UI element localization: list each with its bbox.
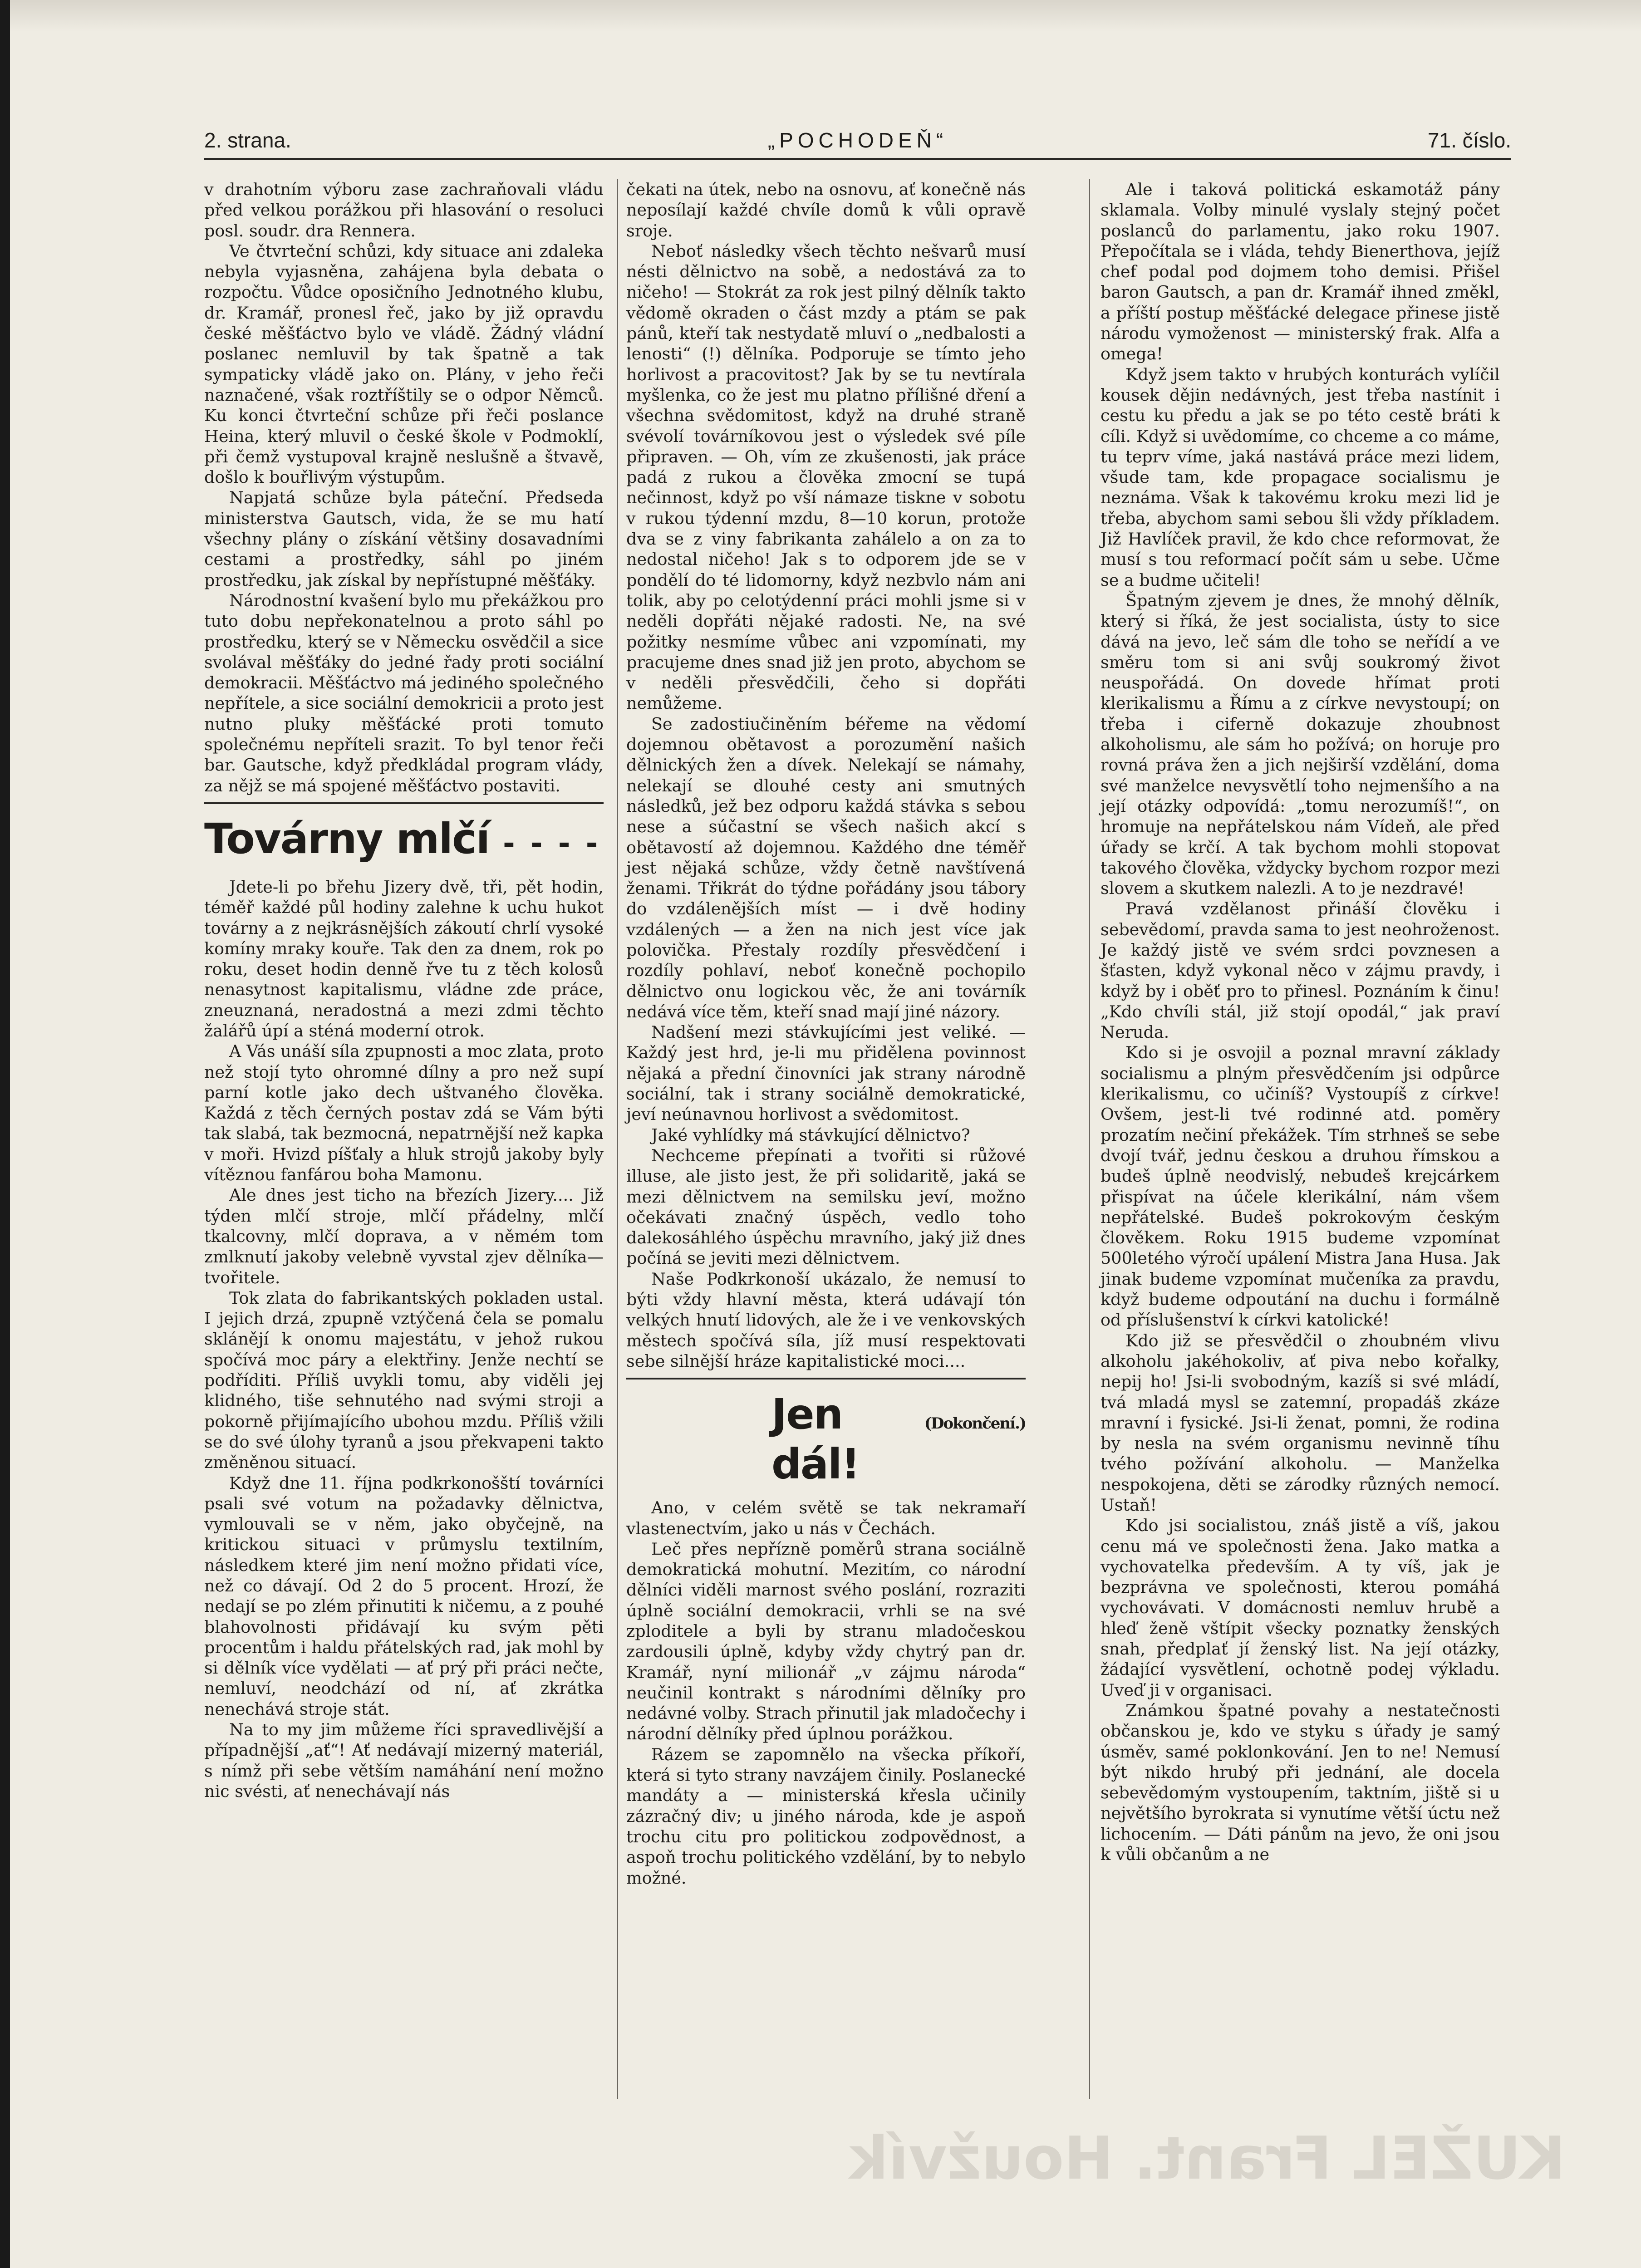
article-paragraph: Kdo již se přesvědčil o zhoubném vlivu alkoholu jakéhokoliv, ať piva nebo kořalky, nepij ho! Jsi-li svobodným, kazíš si své mládí, tvá mladá mysl se zatemní, propadáš zkáze mravní i fysické. Jsi-li ženat, pomni, že rodina by nesla na svém organismu nevinně tíhu tvého požívání alkoholu. — Manželka nespokojena, děti se zárodky různých nemocí. Ustaň!: [1101, 1330, 1500, 1515]
column-1: [204, 179, 604, 1802]
article-paragraph: Neboť následky všech těchto nešvarů musí nésti dělnictvo na sobě, a nedostává za to ničeho! — Stokrát za rok jest pilný dělník takto vědomě okraden o část mzdy a ptám se pak pánů, kteří tak nestydatě mluví o „nedbalosti a lenosti“ (!) dělníka. Podporuje se tímto jeho horlivost a pracovitost? Jak by se tu nevtírala myšlenka, co že jest mu platno přílišné dření a všechna svědomitost, když na druhé straně svévolí továrníkovou jest o výsledek své píle připraven. — Oh, vím ze zkušenosti, jak práce padá z rukou a člověka zmocní se tupá nečinnost, když po vší námaze tiskne v sobotu v rukou týdenní mzdu, 8—10 korun, protože dva se z viny fabrikanta zahálelo a on za to nedostal ničeho! Jak s to odporem jde se v pondělí do té lidomorny, když nezbvlo nám ani tolik, aby po celotýdenní práci mohli jsme si v neděli dopřáti nějaké radosti. Ne, na své požitky nesmíme vůbec ani vzpomínati, my pracujeme dnes snad již jen proto, abychom se v neděli přesvědčili, čeho si dopřáti nemůžeme.: [626, 241, 1026, 713]
article-paragraph: čekati na útek, nebo na osnovu, ať konečně nás neposílají každé chvíle domů k vůli opravě sroje.: [626, 180, 1026, 241]
header-rule: [204, 158, 1511, 160]
article-paragraph: Tok zlata do fabrikantských pokladen ustal. I jejich drzá, zpupně vztýčená čela se pomalu sklánějí k onomu majestátu, v jehož rukou spočívá moc páry a elektřiny. Jenže nechtí se podříditi. Příliš uvykli tomu, aby viděli jej klidného, tiše sehnutého nad svými stroji a pokorně přijímajícího ubohou mzdu. Příliš vžili se do své úlohy tyranů a jsou překvapeni takto změněnou situací.: [204, 1288, 604, 1473]
headline-jen-dal: [626, 1389, 1026, 1489]
article-paragraph: Napjatá schůze byla páteční. Předseda ministerstva Gautsch, vida, že se mu hatí všechny plány o získání většiny dosavadními cestami a prostředky, sáhl po jiném prostředku, jak získal by nepřístupné měšťáky.: [204, 488, 604, 590]
article-paragraph: Když jsem takto v hrubých konturách vylíčil kousek dějin nedávných, jest třeba nastínit i cestu ku předu a jak se po této cestě bráti k cíli. Když si uvědomíme, co chceme a co máme, tu teprv víme, jaká nastává práce mezi lidem, všude tam, kde propagace socialismu je neznáma. Však k takovému kroku mezi lid je třeba, abychom sami sebou šli vždy příkladem. Již Havlíček pravil, že kdo chce reformovat, že musí s tou reformací počít sám u sebe. Učme se a budme učiteli!: [1101, 364, 1500, 590]
article-paragraph: Kdo si je osvojil a poznal mravní základy socialismu a plným přesvědčením jsi odpůrce klerikalismu, co učiníš? Vystoupíš z církve! Ovšem, jest-li tvé rodinné atd. poměry prozatím nečiní překážek. Tím strhneš se sebe dvojí tvář, jednu českou a druhou římskou a budeš úplně neodvislý, nebudeš krejcárkem přispívat na účele klerikální, nám všem nepřátelské. Budeš pokrokovým českým člověkem. Roku 1915 budeme vzpomínat 500letého výročí upálení Mistra Jana Husa. Jak jinak budeme vzpomínat mučeníka za pravdu, když budeme odpoutání na duchu i formálně od příslušenství k církvi katolické!: [1101, 1043, 1500, 1330]
article-paragraph: Jdete-li po břehu Jizery dvě, tři, pět hodin, téměř každé půl hodiny zalehne k uchu hukot továrny a z nejkrásnějších zákoutí chrlí vysoké komíny mraky kouře. Tak den za dnem, rok po roku, deset hodin denně řve tu z těch kolosů nenasytnost kapitalismu, vládne zde práce, zneuznaná, neradostná a mezi zdmi těchto žalářů úpí a sténá moderní otrok.: [204, 877, 604, 1041]
article-paragraph: Známkou špatné povahy a nestatečnosti občanskou je, kdo ve styku s úřady je samý úsměv, samé poklonkování. Jen to ne! Nemusí být nikdo hrubý při jednání, ale docela sebevědomým vystoupením, taktním, jiště si u největšího byrokrata si vynutíme větší úctu než lichocením. — Dáti pánům na jevo, že oni jsou k vůli občanům a ne: [1101, 1700, 1500, 1865]
bleed-through-text: KUŽEL Frant. Houžvík: [849, 2124, 1566, 2193]
column-2: [626, 179, 1026, 1888]
headline-tovarny-mlci: [204, 814, 604, 869]
article-paragraph: Ale i taková politická eskamotáž pány sklamala. Volby minulé vyslaly stejný počet poslanců do parlamentu, jako roku 1907. Přepočítala se i vláda, tehdy Bienerthova, jejíž chef podal pod dojmem toho demisi. Přišel baron Gautsch, a pan dr. Kramář ihned změkl, a příští postup měšťácké delegace přinese jistě národu vymoženost — ministerský frak. Alfa a omega!: [1101, 180, 1500, 364]
article-paragraph: Nadšení mezi stávkujícími jest veliké. — Každý jest hrd, je-li mu přidělena povinnost nějaká a přední činovníci jak strany národně sociální, tak i strany sociálně demokratické, jeví neúnavnou horlivost a svědomitost.: [626, 1022, 1026, 1124]
article-paragraph: Naše Podkrkonoší ukázalo, že nemusí to býti vždy hlavní města, která udávají tón velkých hnutí lidových, ale že i ve venkovských městech spočívá síla, jíž musí respektovati sebe silnější hráze kapitalistické moci....: [626, 1269, 1026, 1371]
headline-text: Jen dál!: [771, 1390, 860, 1489]
article-paragraph: Ano, v celém světě se tak nekramaří vlastenectvím, jako u nás v Čechách.: [626, 1498, 1026, 1538]
issue-number: 71. číslo.: [1427, 128, 1511, 152]
article-paragraph: Národnostní kvašení bylo mu překážkou pro tuto dobu nepřekonatelnou a proto sáhl po prostředku, který se v Německu osvědčil a sice svolával měšťáky do jedné řady proti sociální demokracii. Měšťáctvo má jediného společného nepřítele, a sice sociální demokricii a proto jest nutno pluky měšťácké proti tomuto společnému nepříteli srazit. To byl tenor řeči bar. Gautsche, když předkládal program vlády, za nějž se má spojené měšťáctvo postaviti.: [204, 590, 604, 795]
column-3: [1101, 179, 1500, 1865]
article-paragraph: Rázem se zapomnělo na všecka příkoří, která si tyto strany navzájem činily. Poslanecké mandáty a — ministerská křesla učinily zázračný div; u jiného národa, kde je aspoň trochu citu pro politickou zodpovědnost, a aspoň trochu politického vzdělání, by to nebylo možné.: [626, 1744, 1026, 1888]
article-paragraph: Špatným zjevem je dnes, že mnohý dělník, který si říká, že jest socialista, ústy to sice dává na jevo, leč sám dle toho se neřídí a ve směru tom si ani svůj soukromý život neuspořádá. On dovede hřímat proti klerikalismu a Římu a z církve nevystoupí; on třeba i ciferně dokazuje zhoubnost alkoholismu, ale sám ho požívá; on horuje pro rovná práva žen a jich nejširší vzdělání, doma své manželce nevysvětlí toho nejmenšího a na její otázky odpovídá: „tomu nerozumíš!“, on hromuje na nepřátelskou nám Vídeň, ale před úřady se krčí. A tak bychom mohli stopovat takového člověka, vždycky bychom rozpor mezi slovem a skutkem nalezli. A to je nezdravé!: [1101, 590, 1500, 898]
article-paragraph: Pravá vzdělanost přináší člověku i sebevědomí, pravda sama to jest neohroženost. Je každý jistě ve svém srdci povznesen a šťasten, když vykonal něco v zájmu pravdy, i když by i oběť pro to přinesl. Poznáním k činu! „Kdo chvíli stál, již stojí opodál,“ jak praví Neruda.: [1101, 899, 1500, 1042]
column-rule: [1089, 179, 1090, 2099]
page-header: [204, 123, 1511, 159]
article-separator: [626, 1378, 1026, 1379]
article-paragraph: Ve čtvrteční schůzi, kdy situace ani zdaleka nebyla vyjasněna, zahájena byla debata o rozpočtu. Vůdce oposičního Jednotného klubu, dr. Kramář, pronesl řeč, jako by již opravdu české měšťáctvo bylo ve vládě. Žádný vládní poslanec nemluvil by tak špatně a tak sympaticky vládě jako on. Plány, v jeho řeči naznačené, však roztříštily se o odpor Němců. Ku konci čtvrteční schůze při řeči poslance Heina, který mluvil o české škole v Podmoklí, při čemž vystupoval krajně neslušně a štvavě, došlo k bouřlivým výstupům.: [204, 241, 604, 487]
binding-edge: [0, 0, 10, 2268]
newspaper-title: „POCHODEŇ“: [767, 128, 948, 152]
article-paragraph: Ale dnes jest ticho na březích Jizery.... Již týden mlčí stroje, mlčí přádelny, mlčí tkalcovny, mlčí doprava, a v němém tom zmlknutí jakoby velebně vyvstal zjev dělníka—tvořitele.: [204, 1185, 604, 1287]
article-paragraph: Leč přes nepříznĕ poměrů strana sociálně demokratická mohutní. Mezitím, co národní dělníci viděli marnost svého poslání, rozraziti úplně sociální demokracii, vrhli se na své zploditele a byli by stranu mladočeskou zardousili úplně, kdyby vždy chytrý pan dr. Kramář, nyní milionář „v zájmu národa“ neučinil kontrakt s národními dělníky pro nedávné volby. Strach přinutil jak mladočechy i národní dělníky před úplnou porážkou.: [626, 1539, 1026, 1744]
article-paragraph: A Vás unáší síla zpupnosti a moc zlata, proto než stojí tyto ohromné dílny a pro než supí parní kotle jako dech uštvaného člověka. Každá z těch černých postav zdá se Vám býti tak slabá, tak bezmocná, nepatrnější než kapka v moři. Hvizd píšťaly a hluk strojů jakoby byly vítěznou fanfárou boha Mamonu.: [204, 1041, 604, 1185]
headline-text: Továrny mlčí: [204, 814, 490, 863]
article-paragraph: Na to my jim můžeme říci spravedlivější a případnější „ať“! Ať nedávají mizerný materiál, s nímž při sebe větším namáhání není možno nic svésti, ať nenechávají nás: [204, 1720, 604, 1801]
article-paragraph: Kdo jsi socialistou, znáš jistě a víš, jakou cenu má ve společnosti žena. Jako matka a vychovatelka především. A ty víš, jak je bezprávna ve společnosti, kterou pomáhá vychovávati. V domácnosti nemluv hrubě a hleď ženě vštípit všecky poznatky ženských snah, předplať jí ženský list. Na její otázky, žádající vysvětlení, ochotně podej výkladu. Uveď ji v organisaci.: [1101, 1516, 1500, 1700]
article-paragraph: Se zadostiučiněním béřeme na vědomí dojemnou obětavost a porozumění našich dělnických žen a dívek. Nelekají se námahy, nelekají se dlouhé cesty ani smutných následků, jež bez odporu každá stávka s sebou nese a súčastní se všech našich akcí s obětavostí až dojemnou. Každého dne téměř jest nějaká schůze, vždy četně navštívená ženami. Třikrát do týdne pořádány jsou tábory do vzdálenějších míst — i dvě hodiny vzdálených — a žen na nich jest více jak polovička. Přestaly rozdíly přesvědčení i rozdíly pohlaví, neboť konečně pochopilo dělnictvo onu logickou věc, že ani továrník nedává více těm, kteří snad mají jiné názory.: [626, 714, 1026, 1021]
article-paragraph: Nechceme přepínati a tvořiti si růžové illuse, ale jisto jest, že při solidaritě, jaká se mezi dělnictvem na semilsku jeví, možno očekávati značný úspěch, vedlo toho dalekosáhlého úspěchu mravního, jaký již dnes počíná se jeviti mezi dělnictvem.: [626, 1145, 1026, 1268]
headline-dashes: - - - -: [503, 826, 601, 860]
headline-note: (Dokončení.): [924, 1414, 1026, 1433]
article-separator: [204, 802, 604, 804]
top-edge-shadow: [10, 0, 1641, 32]
article-paragraph: Když dne 11. října podkrkonošští továrníci psali své votum na požadavky dělnictva, vymlouvali se v něm, jako obyčejně, na kritickou situaci v průmyslu textilním, následkem které jim není možno přidati více, než co dávají. Od 2 do 5 procent. Hrozí, že nedají se po zlém přinutiti k ničemu, a z pouhé blahovolnosti přidávají ku svým pěti procentům i haldu přátelských rad, jak mohl by si dělník více vydělati — ať prý při práci nečte, nemluví, neodchází od ní, ať zkrátka nenechává stroje stát.: [204, 1473, 604, 1719]
column-rule: [617, 179, 618, 2099]
article-paragraph: v drahotním výboru zase zachraňovali vládu před velkou porážkou při hlasování o resoluci posl. soudr. dra Rennera.: [204, 180, 604, 241]
article-paragraph: Jaké vyhlídky má stávkující dělnictvo?: [651, 1125, 970, 1145]
page-number: 2. strana.: [204, 128, 291, 152]
